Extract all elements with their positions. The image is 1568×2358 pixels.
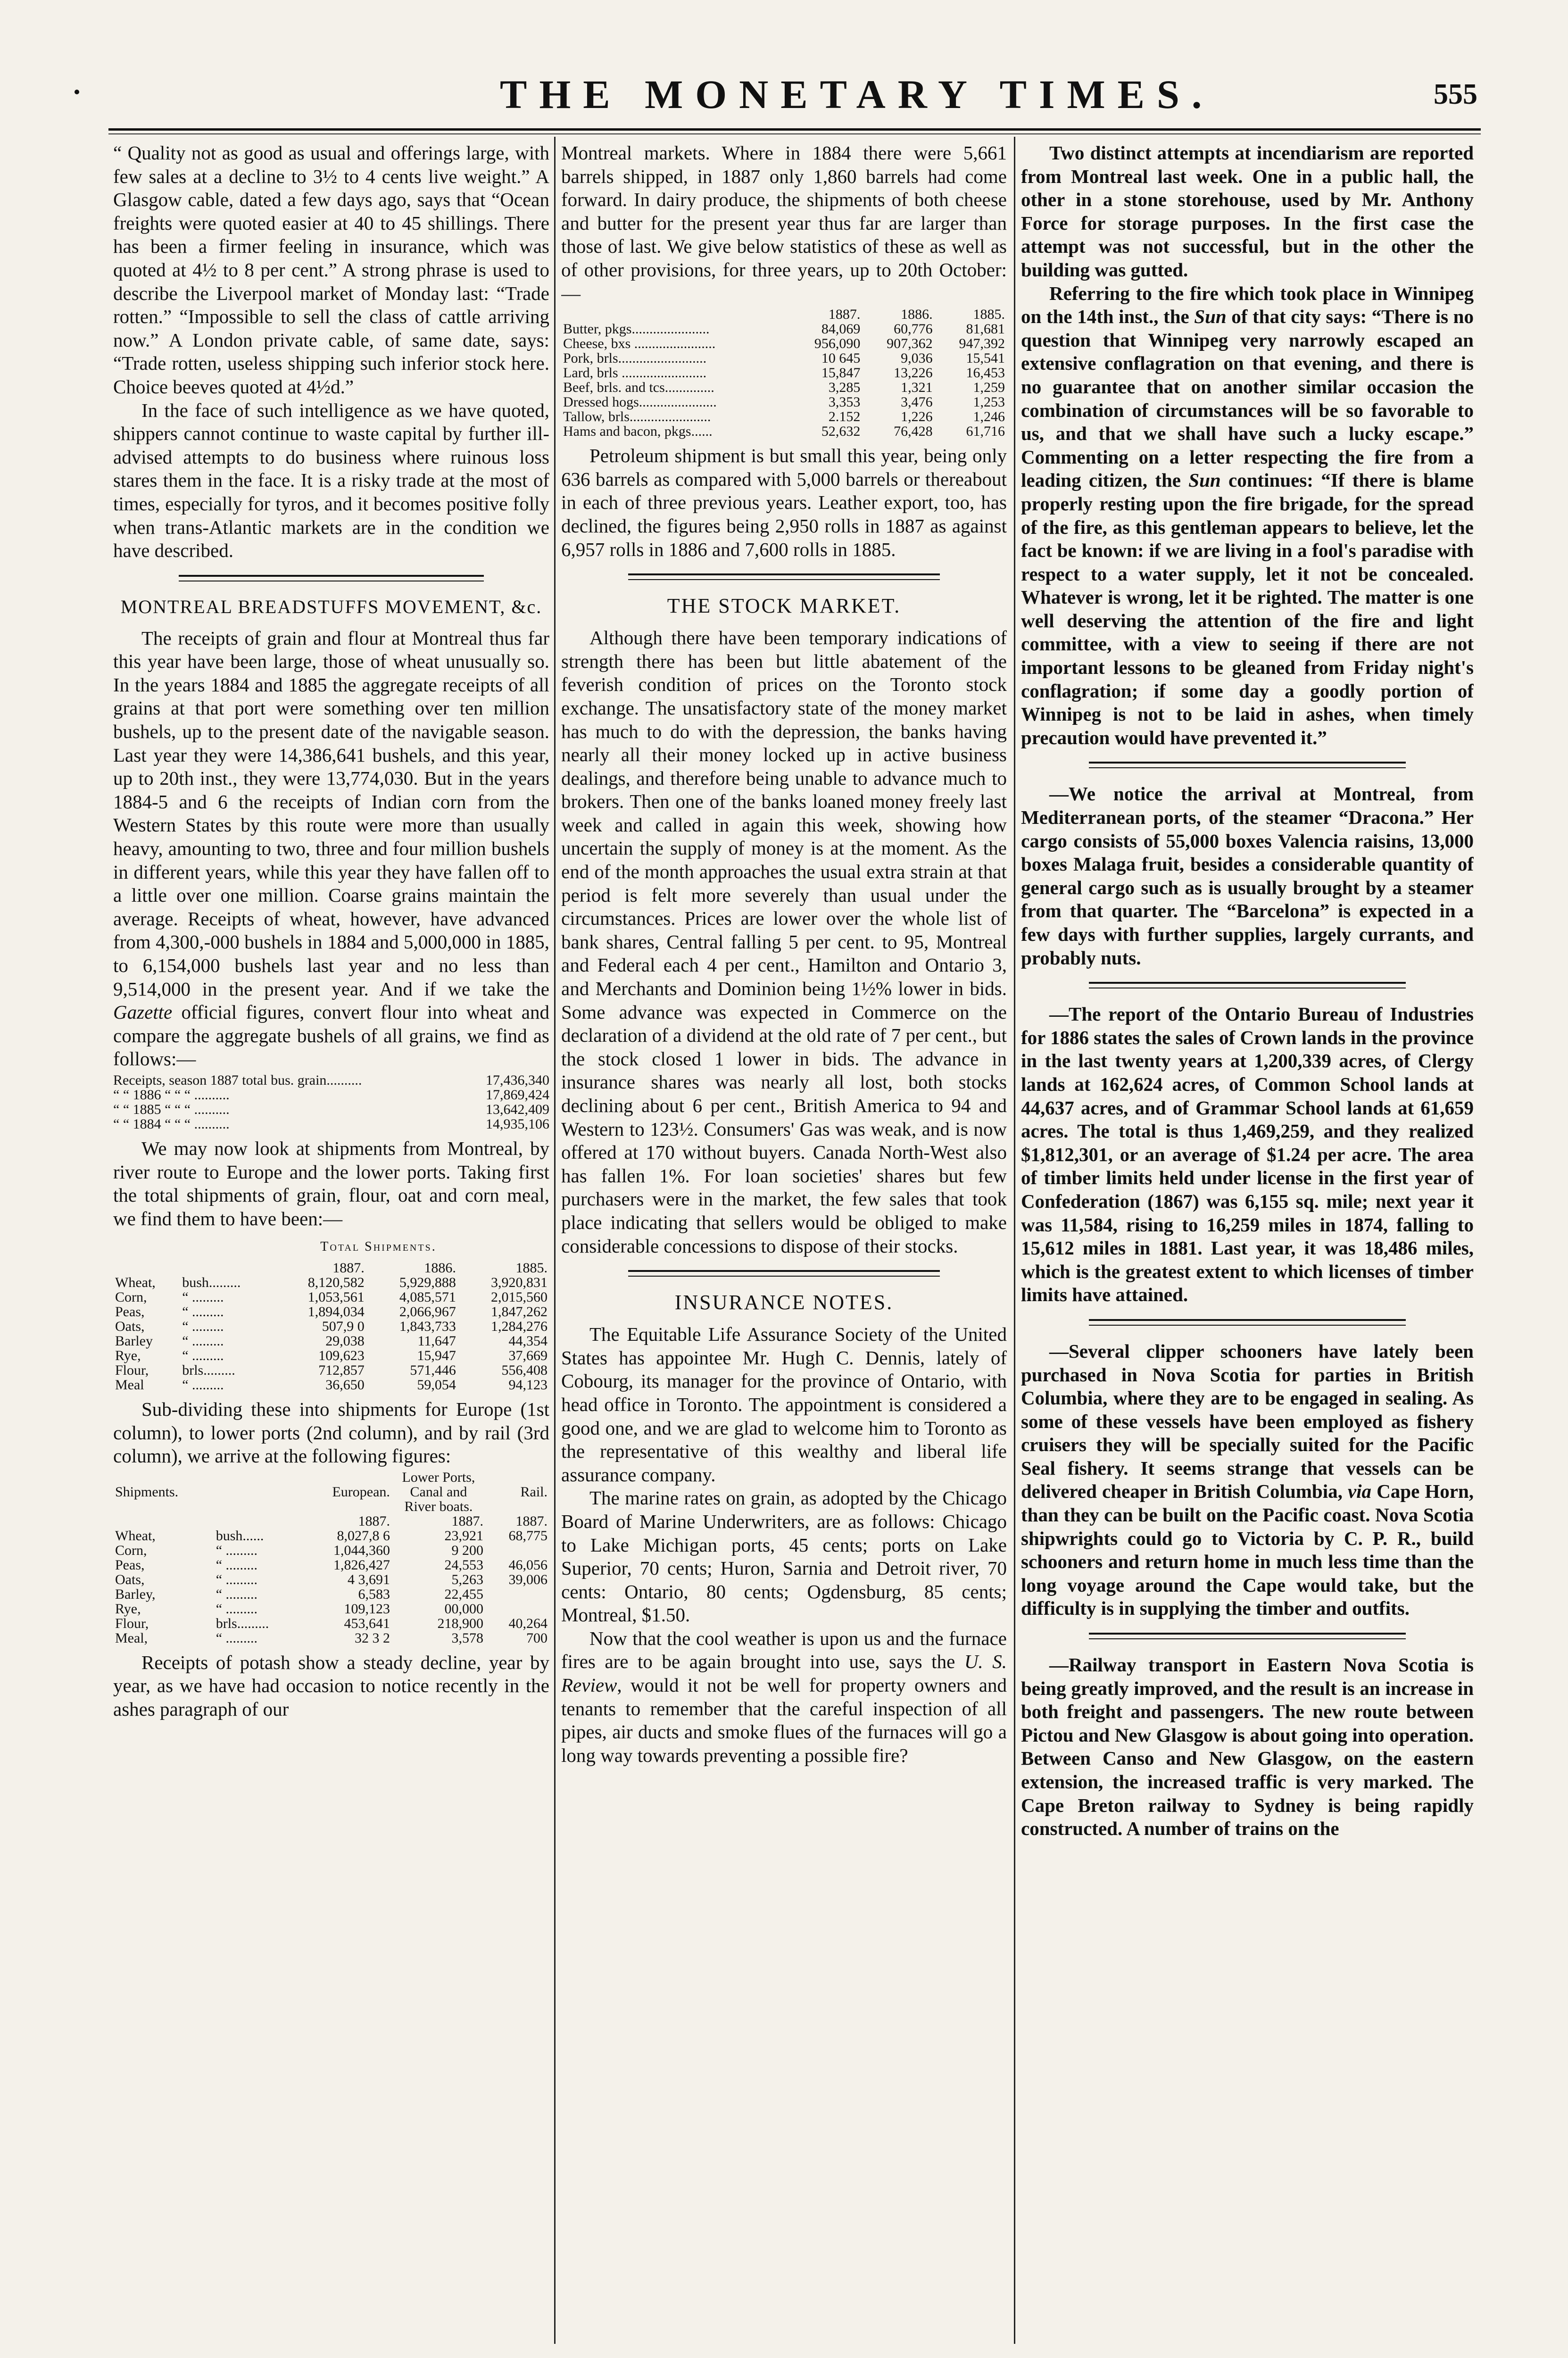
table-row: [113, 1290, 549, 1304]
table-caption: Total Shipments.: [320, 1239, 437, 1254]
section-heading: MONTREAL BREADSTUFFS MOVEMENT, &c.: [120, 596, 542, 617]
table-header-row: [113, 1470, 549, 1514]
table-cell: 1,053,561: [307, 1289, 365, 1305]
column-1: [113, 141, 549, 2358]
table-cell: Barley,: [115, 1586, 156, 1602]
text-run: official figures, convert flour into wheat and compare the aggregate bushels of all grains, we find as follows:—: [113, 1001, 549, 1070]
table-header: Shipments.: [115, 1484, 179, 1500]
paragraph: Montreal markets. Where in 1884 there were 5,661 barrels shipped, in 1887 only 1,860 barrels had come forward. In dairy produce, the shipments of both cheese and butter for the present year thus far are larger than those of last. We give below statistics of these as well as of other provisions, for three years, up to 20th October:—: [561, 142, 1007, 304]
paragraph: The Equitable Life Assurance Society of the United States has appointee Mr. Hugh C. Dennis, lately of Cobourg, its manager for the province of Ontario, with head office in Toronto. The appointment is considered a good one, and we are glad to welcome him to Toronto as the representative of this wealthy and liberal life assurance company.: [561, 1323, 1007, 1486]
table-row: [113, 1631, 549, 1645]
table-cell: Pork, brls.........................: [563, 350, 707, 366]
table-cell: 32 3 2: [354, 1630, 390, 1646]
table-cell: 1,259: [973, 380, 1005, 396]
table-cell: Oats,: [115, 1571, 145, 1587]
table-header-row: [113, 1514, 549, 1528]
table-row: [113, 1319, 549, 1334]
table-cell: 13,226: [894, 365, 933, 381]
table-cell: Corn,: [115, 1289, 147, 1305]
table-cell: 61,716: [966, 423, 1005, 440]
table-cell: 453,641: [344, 1615, 390, 1631]
table-cell: 22,455: [444, 1586, 483, 1602]
table-cell: Beef, brls. and tcs..............: [563, 380, 714, 396]
text-run-italic: Gazette: [113, 1001, 173, 1023]
masthead-title: THE MONETARY TIMES.: [500, 72, 1214, 117]
table-cell: [485, 1602, 549, 1616]
table-cell: 6,583: [358, 1586, 390, 1602]
table-cell: 15,847: [821, 365, 861, 381]
paragraph: Two distinct attempts at incendiarism are reported from Montreal last week. One in a public hall, the other in a stone storehouse, used by Mr. Anthony Force for storage purposes. In the first case the attempt was not successful, but in the other the building was gutted.: [1021, 142, 1474, 281]
table-row: [113, 1363, 549, 1378]
receipts-row: [113, 1117, 549, 1131]
table-cell: 52,632: [821, 423, 861, 440]
table-cell: Corn,: [115, 1542, 147, 1558]
section-rule: [179, 575, 484, 581]
receipts-label: Receipts, season 1887 total bus. grain..........: [113, 1072, 362, 1088]
receipts-value: 14,935,106: [486, 1116, 549, 1132]
table-cell: 15,541: [966, 350, 1005, 366]
section-rule: [628, 573, 940, 580]
table-cell: 5,263: [451, 1571, 483, 1587]
table-cell: 1,826,427: [333, 1557, 390, 1573]
header-rule-thin: [108, 133, 1481, 134]
table-cell: 3,920,831: [491, 1274, 548, 1290]
bullet-mark: [75, 90, 79, 94]
table-header: Lower Ports, Canal and River boats.: [402, 1469, 475, 1514]
table-header-row: [561, 307, 1007, 322]
table-cell: [485, 1587, 549, 1602]
column-divider: [1014, 137, 1015, 2344]
table-cell: 3,353: [828, 394, 861, 410]
paragraph: —We notice the arrival at Montreal, from Mediterranean ports, of the steamer “Dracona.” Her cargo consists of 55,000 boxes Valencia raisins, 13,000 boxes Malaga fruit, besides a considerable quantity of general cargo such as is usually brought by a steamer from that quarter. The “Barcelona” is expected in a few days with further supplies, largely currants, and probably nuts.: [1021, 783, 1474, 969]
table-header: 1887.: [451, 1513, 483, 1529]
table-cell: 37,669: [508, 1347, 548, 1363]
table-cell: Flour,: [115, 1362, 149, 1378]
table-cell: brls.........: [182, 1362, 235, 1378]
table-cell: 11,647: [417, 1333, 456, 1349]
section-rule: [1089, 1319, 1406, 1326]
column-divider: [554, 137, 556, 2344]
table-row: [561, 336, 1007, 351]
table-header: 1886.: [424, 1260, 456, 1276]
table-header-row: [113, 1261, 549, 1275]
table-cell: bush.........: [182, 1274, 241, 1290]
table-row: [113, 1348, 549, 1363]
paragraph: [1021, 282, 1474, 750]
text-run: of that city says: “There is no question that Winnipeg very narrowly escaped an extensive conflagration on that evening, and there is no guarantee that on another similar occasion the combination of circumstances will be so favorable to us, and that we shall have such a lucky escape.” Commenting on a letter respecting the fire from a leading citizen, the: [1021, 306, 1474, 491]
table-cell: 1,843,733: [399, 1318, 456, 1334]
table-header: 1887.: [828, 307, 861, 323]
table-cell: 3,476: [901, 394, 933, 410]
paragraph: The marine rates on grain, as adopted by the Chicago Board of Marine Underwriters, are as follows: Chicago to Lake Michigan ports, 45 cents; ports on Lake Superior, 70 cents; Huron, Sarnia and Detroit river, 70 cents: Ontario, 80 cents; Ogdensburg, 85 cents; Montreal, $1.50.: [561, 1487, 1007, 1626]
table-cell: 2,015,560: [491, 1289, 548, 1305]
paragraph: Sub-dividing these into shipments for Europe (1st column), to lower ports (2nd column), and by rail (3rd column), we arrive at the following figures:: [113, 1398, 549, 1467]
table-row: [561, 351, 1007, 365]
table-row: [561, 380, 1007, 395]
paragraph: [113, 627, 549, 1071]
table-cell: “ .........: [216, 1557, 258, 1573]
table-cell: Butter, pkgs......................: [563, 321, 710, 337]
section-heading: THE STOCK MARKET.: [667, 594, 901, 618]
table-cell: 1,253: [973, 394, 1005, 410]
receipts-label: “ “ 1884 “ “ “ ..........: [113, 1116, 230, 1132]
paragraph: Petroleum shipment is but small this year, being only 636 barrels as compared with 5,000 barrels or thereabout in each of three previous years. Leather export, too, has declined, the figures being 2,950 rolls in 1887 as against 6,957 rolls in 1886 and 7,600 rolls in 1885.: [561, 445, 1007, 560]
table-cell: 40,264: [508, 1615, 548, 1631]
table-cell: 16,453: [966, 365, 1005, 381]
table-cell: 109,623: [318, 1347, 365, 1363]
table-row: [113, 1543, 549, 1558]
table-cell: 36,650: [325, 1377, 365, 1393]
table-cell: Hams and bacon, pkgs......: [563, 423, 713, 440]
text-run-italic: Sun: [1194, 306, 1227, 328]
table-cell: 1,847,262: [491, 1304, 548, 1320]
table-cell: “ .........: [216, 1571, 258, 1587]
table-cell: Dressed hogs......................: [563, 394, 717, 410]
table-row: [561, 322, 1007, 336]
table-row: [113, 1304, 549, 1319]
table-row: [113, 1587, 549, 1602]
text-run-italic: Sun: [1188, 469, 1221, 491]
table-cell: 23,921: [444, 1528, 483, 1544]
table-cell: 700: [526, 1630, 548, 1646]
text-run-italic: via: [1347, 1480, 1372, 1503]
table-cell: brls.........: [216, 1615, 269, 1631]
table-cell: Rye,: [115, 1347, 141, 1363]
text-run: —Several clipper schooners have lately been purchased in Nova Scotia for parties in British Columbia, where they are to be engaged in sealing. As some of these vessels have been employed as fishery cruisers they will be specially suited for the Pacific Seal fishery. It seems strange that vessels can be delivered cheaper in British Columbia,: [1021, 1340, 1474, 1503]
table-cell: 5,929,888: [399, 1274, 456, 1290]
table-header: Rail.: [520, 1484, 548, 1500]
table-cell: “ .........: [182, 1304, 224, 1320]
total-shipments-table: [113, 1261, 549, 1392]
table-cell: 571,446: [410, 1362, 456, 1378]
table-cell: 9 200: [451, 1542, 483, 1558]
receipts-value: 13,642,409: [486, 1101, 549, 1117]
table-cell: 218,900: [437, 1615, 483, 1631]
table-cell: 4,085,571: [399, 1289, 456, 1305]
receipts-table: [113, 1073, 549, 1131]
table-cell: 712,857: [318, 1362, 365, 1378]
table-header: European.: [332, 1484, 390, 1500]
table-cell: 1,284,276: [491, 1318, 548, 1334]
table-cell: 3,578: [451, 1630, 483, 1646]
paragraph: [1021, 1340, 1474, 1620]
table-cell: 947,392: [959, 336, 1005, 352]
table-row: [561, 409, 1007, 424]
table-header: [113, 1261, 180, 1275]
table-cell: Flour,: [115, 1615, 149, 1631]
table-cell: 109,123: [344, 1601, 390, 1617]
table-cell: 59,054: [417, 1377, 456, 1393]
paragraph: “ Quality not as good as usual and offerings large, with few sales at a decline to 3½ to 4 cents live weight.” A Glasgow cable, dated a few days ago, says that “Ocean freights were quoted easier at 40 to 45 shillings. There has been a firmer feeling in insurance, which was quoted at 4½ to 8 per cent.” A strong phrase is used to describe the Liverpool market of Monday last: “Trade rotten.” “Impossible to sell the class of cattle arriving now.” A London private cable, of same date, says: “Trade rotten, useless shipping such inferior stock here. Choice beeves quoted at 4½d.”: [113, 142, 549, 398]
table-cell: 8,027,8 6: [337, 1528, 390, 1544]
table-cell: Wheat,: [115, 1274, 156, 1290]
table-header: [561, 307, 790, 322]
table-cell: Oats,: [115, 1318, 145, 1334]
table-cell: “ .........: [216, 1601, 258, 1617]
table-cell: Lard, brls ........................: [563, 365, 707, 381]
table-header: [180, 1261, 274, 1275]
table-cell: 9,036: [901, 350, 933, 366]
table-cell: 556,408: [501, 1362, 548, 1378]
table-cell: 29,038: [325, 1333, 365, 1349]
table-cell: 10 645: [821, 350, 861, 366]
table-row: [113, 1378, 549, 1392]
table-cell: 1,321: [901, 380, 933, 396]
text-run: , would it not be well for property owners and tenants to remember that the careful inspection of all pipes, air ducts and smoke flues of the furnaces will go a long way towards preventing a possible fire?: [561, 1674, 1007, 1766]
paragraph: In the face of such intelligence as we have quoted, shippers cannot continue to waste capital by further ill-advised attempts to do business where ruinous loss stares them in the face. It is a risky trade at the most of times, especially for tyros, and it becomes positive folly when trans-Atlantic markets are in the condition we have described.: [113, 399, 549, 562]
table-cell: Meal: [115, 1377, 144, 1393]
table-cell: “ .........: [182, 1289, 224, 1305]
table-cell: Tallow, brls.......................: [563, 409, 711, 425]
paragraph: We may now look at shipments from Montreal, by river route to Europe and the lower ports. Taking first the total shipments of grain, flour, oat and corn meal, we find them to have been:—: [113, 1137, 549, 1229]
table-cell: 1,044,360: [333, 1542, 390, 1558]
paragraph: [561, 1627, 1007, 1768]
table-header: [113, 1514, 214, 1528]
table-row: [113, 1275, 549, 1290]
table-cell: 39,006: [508, 1571, 548, 1587]
receipts-value: 17,869,424: [486, 1087, 549, 1103]
section-rule: [628, 1270, 940, 1277]
table-cell: 2.152: [828, 409, 861, 425]
table-cell: “ .........: [216, 1630, 258, 1646]
table-cell: [485, 1543, 549, 1558]
text-run: The receipts of grain and flour at Montreal thus far this year have been large, those of wheat unusually so. In the years 1884 and 1885 the aggregate receipts of all grains at that port were something over ten million bushels, up to the present date of the navigable season. Last year they were 14,386,641 bushels, and this year, up to 20th inst., they were 13,774,030. But in the years 1884-5 and 6 the receipts of Indian corn from the Western States by this route were more than usually heavy, amounting to two, three and four million bushels in different years, while this year they have fallen off to a little over one million. Coarse grains maintain the average. Receipts of wheat, however, have advanced from 4,300,-000 bushels in 1884 and 5,000,000 in 1885, to 6,154,000 bushels last year and no less than 9,514,000 in the present year. And if we take the: [113, 627, 549, 1000]
table-cell: 1,894,034: [307, 1304, 365, 1320]
text-run: continues: “If there is blame properly resting upon the fire brigade, for the spread of the fire, as this gentleman appears to believe, let the fact be known: if we are living in a fool's paradise with respect to a water supply, let it not be concealed. Whatever is wrong, let it be righted. The matter is one well deserving the attention of the fire and light committee, with a view to seeing if there are not important lessons to be gleaned from Friday night's conflagration; if some day a goodly portion of Winnipeg is not to be laid in ashes, when timely precaution would have prevented it.”: [1021, 469, 1474, 748]
column-3: [1021, 141, 1474, 2358]
table-row: [113, 1602, 549, 1616]
section-rule: [1089, 762, 1406, 768]
table-cell: Peas,: [115, 1304, 145, 1320]
sub-shipments-table: [113, 1470, 549, 1645]
table-row: [113, 1528, 549, 1543]
table-header: 1887.: [358, 1513, 390, 1529]
section-rule: [1089, 982, 1406, 988]
table-header: 1885.: [515, 1260, 548, 1276]
table-cell: 46,056: [508, 1557, 548, 1573]
table-cell: 507,9 0: [322, 1318, 365, 1334]
section-rule: [1089, 1633, 1406, 1639]
table-cell: 81,681: [966, 321, 1005, 337]
table-row: [561, 424, 1007, 439]
table-cell: 00,000: [444, 1601, 483, 1617]
column-2: [561, 141, 1007, 2358]
page-number: 555: [1434, 78, 1477, 110]
receipts-row: [113, 1073, 549, 1088]
table-cell: 68,775: [508, 1528, 548, 1544]
table-cell: Rye,: [115, 1601, 141, 1617]
header-rule: [108, 128, 1481, 131]
receipts-label: “ “ 1885 “ “ “ ..........: [113, 1101, 230, 1117]
table-cell: bush......: [216, 1528, 264, 1544]
receipts-label: “ “ 1886 “ “ “ ..........: [113, 1087, 230, 1103]
table-cell: 907,362: [887, 336, 933, 352]
table-cell: “ .........: [182, 1318, 224, 1334]
table-cell: “ .........: [182, 1347, 224, 1363]
table-cell: 8,120,582: [307, 1274, 365, 1290]
table-row: [113, 1558, 549, 1572]
table-cell: 44,354: [508, 1333, 548, 1349]
text-run: Referring to the fire which took place in Winnipeg on the 14th inst., the: [1021, 282, 1474, 328]
section-heading: INSURANCE NOTES.: [674, 1291, 894, 1314]
paragraph: Although there have been temporary indications of strength there has been but little abatement of the feverish condition of prices on the Toronto stock exchange. The unsatisfactory state of the money market has much to do with the depression, the banks having nearly all their money locked up in active business dealings, and therefore being unable to advance much to brokers. Then one of the banks loaned money freely last week and called in again this week, showing how uncertain the supply of money is at the moment. As the end of the month approaches the usual extra strain at that period is felt more severely than usual under the circumstances. Prices are lower over the whole list of bank shares, Central falling 5 per cent. to 95, Montreal and Federal each 4 per cent., Hamilton and Ontario 3, and Merchants and Dominion being 1½% lower in bids. Some advance was expected in Commerce on the declaration of a dividend at the old rate of 7 per cent., but the stock closed 1 lower in bids. The advance in insurance shares was nearly all lost, both stocks declining about 6 per cent., British America to 94 and Western to 123½. Consumers' Gas was weak, and is now offered at 170 without buyers. Canada North-West also has fallen 1%. For loan societies' shares but few purchasers were in the market, the few sales that took place indicating that sellers would be obliged to make considerable concessions to dispose of their stocks.: [561, 627, 1007, 1257]
table-cell: 1,226: [901, 409, 933, 425]
table-cell: 76,428: [894, 423, 933, 440]
table-cell: Barley: [115, 1333, 153, 1349]
table-row: [561, 395, 1007, 409]
paragraph: Receipts of potash show a steady decline, year by year, as we have had occasion to notice recently in the ashes paragraph of our: [113, 1651, 549, 1720]
table-cell: 84,069: [821, 321, 861, 337]
table-header: [214, 1470, 299, 1514]
table-cell: “ .........: [182, 1377, 224, 1393]
table-cell: 4 3,691: [347, 1571, 390, 1587]
table-cell: 24,553: [444, 1557, 483, 1573]
paragraph: —The report of the Ontario Bureau of Industries for 1886 states the sales of Crown lands in the province in the last twenty years at 1,200,339 acres, of Clergy lands at 162,624 acres, of Common School lands at 44,637 acres, and of Grammar School lands at 61,659 acres. The total is thus 1,469,259, and they realized $1,812,301, or an average of $1.24 per acre. The area of timber limits held under license in the first year of Confederation (1867) was 6,155 sq. mile; next year it was 11,584, rising to 16,259 miles in 1874, falling to 15,612 miles in 1881. Last year, it was 18,486 miles, which is the greatest extent to which licenses of timber limits have attained.: [1021, 1003, 1474, 1306]
table-row: [113, 1616, 549, 1631]
table-cell: “ .........: [182, 1333, 224, 1349]
table-cell: 94,123: [508, 1377, 548, 1393]
text-run: Now that the cool weather is upon us and the furnace fires are to be again brought into use, says the: [561, 1627, 1007, 1673]
table-cell: 3,285: [828, 380, 861, 396]
receipts-row: [113, 1102, 549, 1117]
table-header: 1885.: [973, 307, 1005, 323]
table-cell: Meal,: [115, 1630, 148, 1646]
provisions-table: [561, 307, 1007, 439]
table-cell: Wheat,: [115, 1528, 156, 1544]
text-run-italic: U. S. Review: [561, 1651, 1007, 1696]
table-cell: 956,090: [814, 336, 861, 352]
text-run: Cape Horn, than they can be built on the Pacific coast. Nova Scotia shipwrights could go to Victoria by C. P. R., build schooners and return home in much less time than the long voyage around the Cape would take, but the difficulty is in supplying the timber and outfits.: [1021, 1480, 1474, 1619]
table-row: [113, 1334, 549, 1348]
table-cell: 60,776: [894, 321, 933, 337]
table-cell: “ .........: [216, 1586, 258, 1602]
table-cell: Peas,: [115, 1557, 145, 1573]
table-row: [561, 365, 1007, 380]
table-header: 1886.: [901, 307, 933, 323]
table-header: 1887.: [515, 1513, 548, 1529]
table-header: 1887.: [332, 1260, 365, 1276]
table-header: [214, 1514, 299, 1528]
receipts-row: [113, 1088, 549, 1102]
table-cell: “ .........: [216, 1542, 258, 1558]
table-cell: Cheese, bxs .......................: [563, 336, 716, 352]
table-cell: 15,947: [417, 1347, 456, 1363]
paragraph: —Railway transport in Eastern Nova Scotia is being greatly improved, and the result is an increase in both freight and passengers. The new route between Pictou and New Glasgow is about going into operation. Between Canso and New Glasgow, on the eastern extension, the increased traffic is very marked. The Cape Breton railway to Sydney is being rapidly constructed. A number of trains on the: [1021, 1654, 1474, 1840]
table-row: [113, 1572, 549, 1587]
table-cell: 1,246: [973, 409, 1005, 425]
table-cell: 2,066,967: [399, 1304, 456, 1320]
receipts-value: 17,436,340: [486, 1072, 549, 1088]
